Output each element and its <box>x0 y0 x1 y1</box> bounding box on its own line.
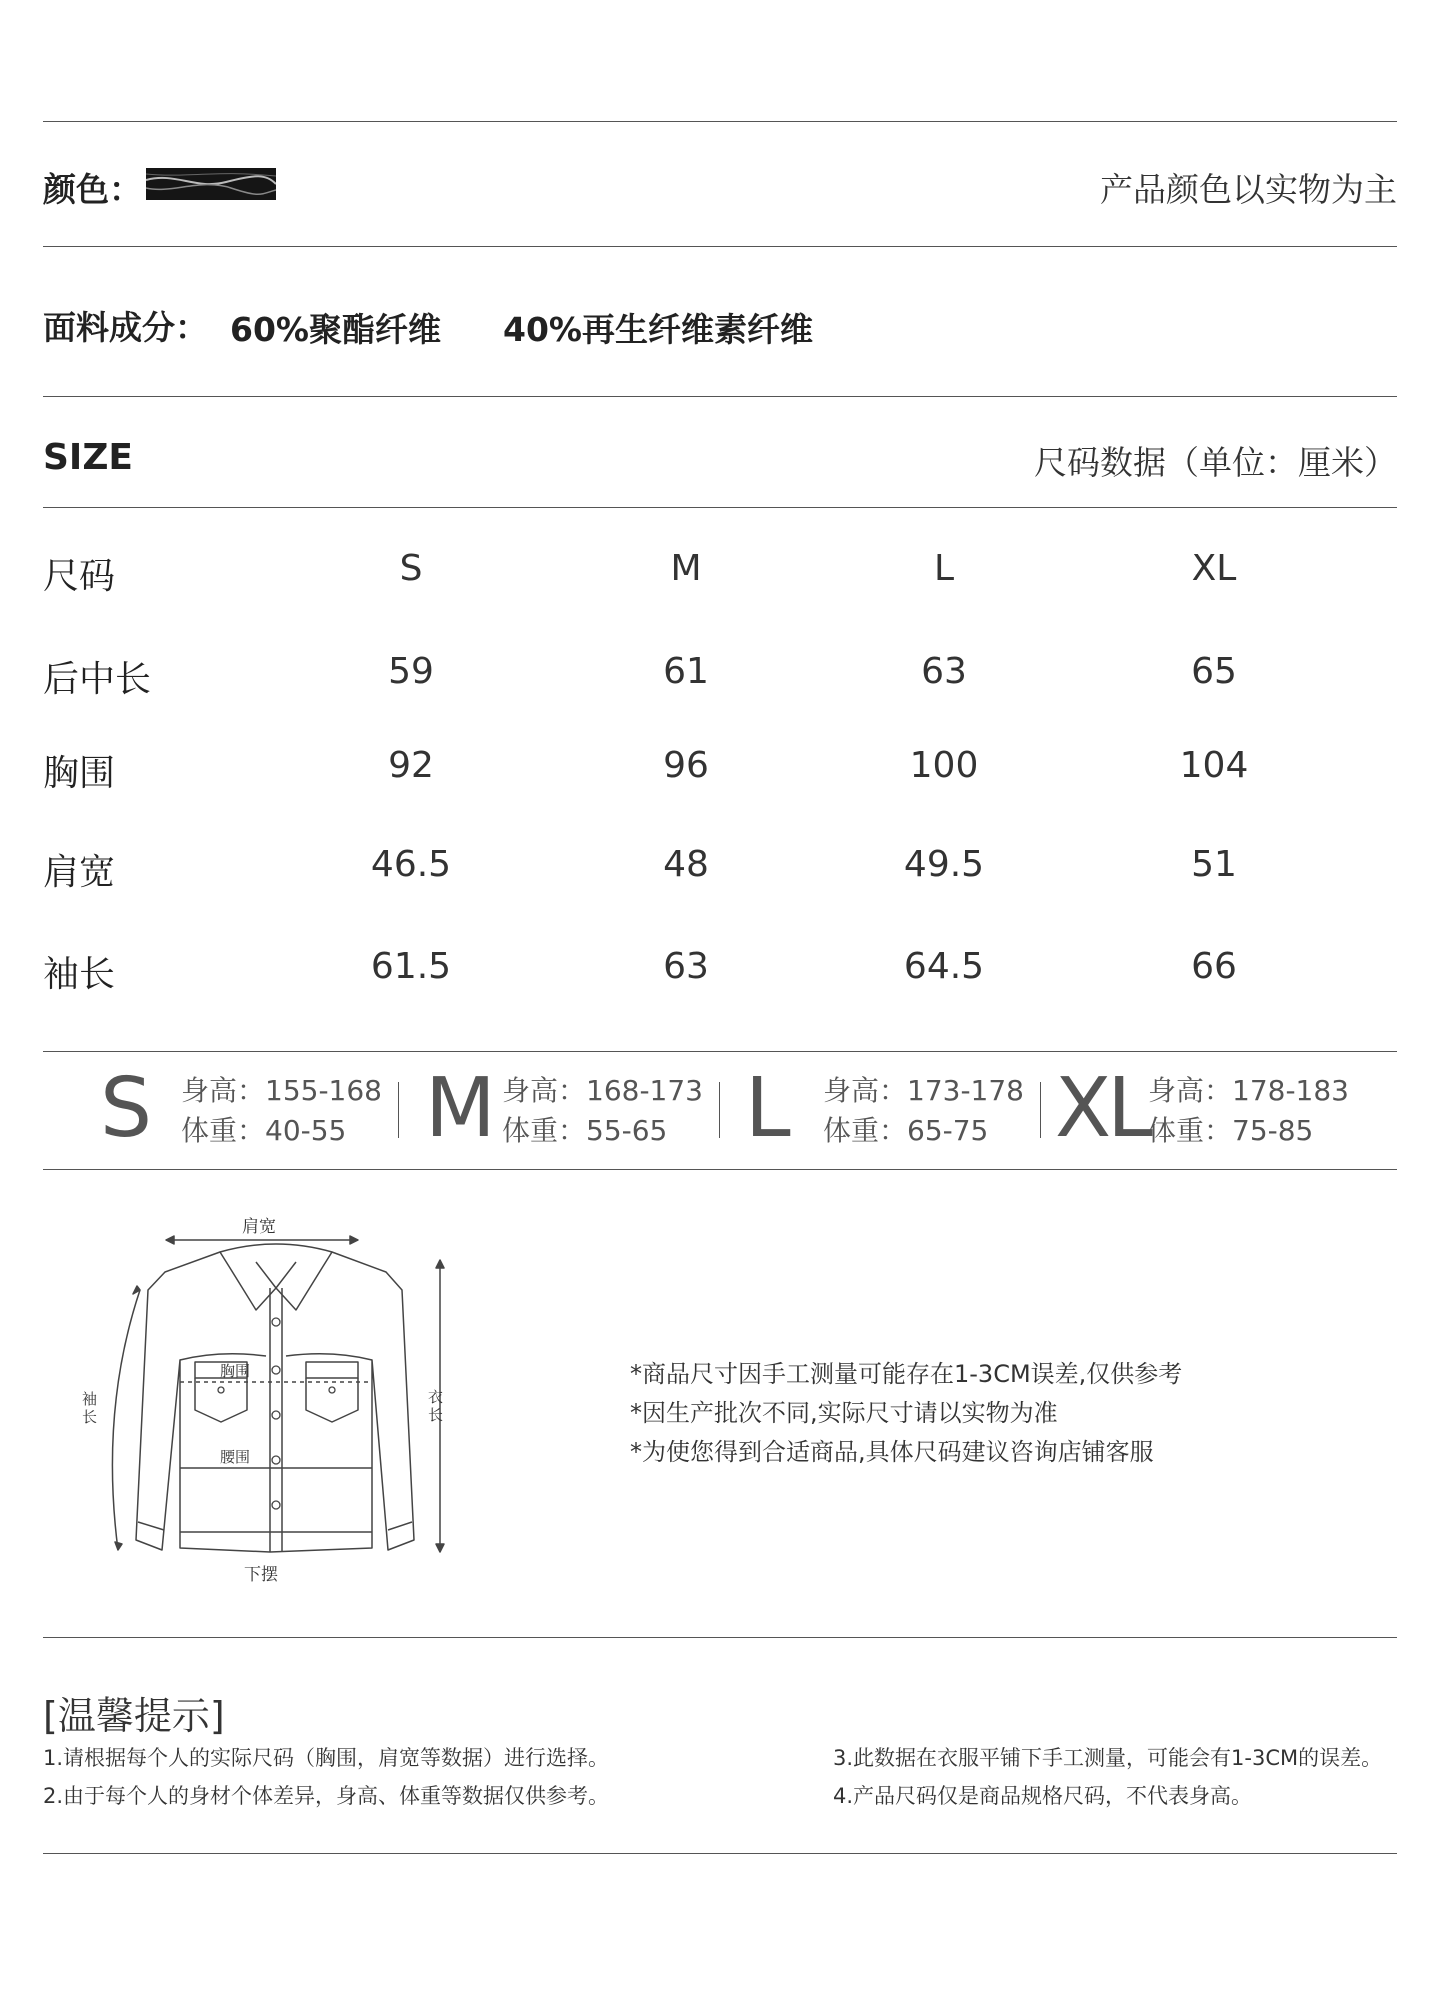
row-label: 袖长 <box>43 954 116 995</box>
divider <box>43 396 1397 397</box>
fabric-component: 60%聚酯纤维 <box>230 310 441 349</box>
recommend-weight: 体重：55-65 <box>502 1114 668 1147</box>
table-cell: 64.5 <box>903 946 985 987</box>
note-line: *为使您得到合适商品,具体尺码建议咨询店铺客服 <box>630 1438 1154 1466</box>
note-line: *商品尺寸因手工测量可能存在1-3CM误差,仅供参考 <box>630 1360 1183 1388</box>
jacket-outline <box>70 1210 470 1600</box>
table-cell: 92 <box>388 745 434 786</box>
table-cell: 51 <box>1191 844 1237 885</box>
fabric-label: 面料成分： <box>43 308 208 347</box>
recommend-size-letter: L <box>745 1061 791 1156</box>
table-cell: 96 <box>663 745 709 786</box>
recommend-height: 身高：168-173 <box>502 1074 703 1107</box>
row-label: 胸围 <box>43 753 116 794</box>
size-header: S <box>399 548 423 589</box>
table-cell: 63 <box>921 651 967 692</box>
row-label: 后中长 <box>43 659 152 700</box>
divider <box>43 121 1397 122</box>
tips-title: [温馨提示] <box>43 1694 225 1738</box>
divider <box>43 1853 1397 1854</box>
table-cell: 63 <box>663 946 709 987</box>
table-cell: 46.5 <box>370 844 452 885</box>
row-label: 肩宽 <box>43 852 116 893</box>
tip-item: 3.此数据在衣服平铺下手工测量，可能会有1-3CM的误差。 <box>833 1746 1383 1770</box>
recommend-weight: 体重：75-85 <box>1148 1114 1314 1147</box>
recommend-size-letter: S <box>100 1061 153 1156</box>
separator <box>1040 1082 1041 1138</box>
size-title: SIZE <box>43 437 134 478</box>
sleeve-label: 袖 <box>82 1390 98 1408</box>
length-label: 长 <box>428 1406 444 1424</box>
divider <box>43 507 1397 508</box>
hem-label: 下摆 <box>244 1565 278 1585</box>
recommend-height: 身高：173-178 <box>823 1074 1024 1107</box>
shoulder-label: 肩宽 <box>242 1217 276 1237</box>
table-cell: 48 <box>663 844 709 885</box>
divider <box>43 246 1397 247</box>
size-header: M <box>670 548 702 589</box>
recommend-size-letter: M <box>425 1061 496 1156</box>
table-cell: 65 <box>1191 651 1237 692</box>
table-cell: 100 <box>909 745 979 786</box>
row-label: 尺码 <box>43 556 116 597</box>
table-cell: 61.5 <box>370 946 452 987</box>
tip-item: 1.请根据每个人的实际尺码（胸围，肩宽等数据）进行选择。 <box>43 1746 610 1770</box>
size-unit-note: 尺码数据（单位：厘米） <box>1034 443 1397 482</box>
tip-item: 4.产品尺码仅是商品规格尺码，不代表身高。 <box>833 1784 1253 1808</box>
chest-label: 胸围 <box>220 1362 251 1380</box>
recommend-height: 身高：178-183 <box>1148 1074 1349 1107</box>
color-note: 产品颜色以实物为主 <box>1100 170 1397 209</box>
table-cell: 61 <box>663 651 709 692</box>
recommend-size-letter: XL <box>1055 1061 1149 1156</box>
note-line: *因生产批次不同,实际尺寸请以实物为准 <box>630 1399 1058 1427</box>
recommend-weight: 体重：40-55 <box>181 1114 347 1147</box>
separator <box>398 1082 399 1138</box>
measurement-notes <box>630 1355 1182 1472</box>
jacket-measurement-diagram <box>70 1210 470 1600</box>
length-label: 衣 <box>428 1388 444 1406</box>
color-label: 颜色： <box>43 170 142 209</box>
divider <box>43 1637 1397 1638</box>
recommend-weight: 体重：65-75 <box>823 1114 989 1147</box>
size-header: XL <box>1191 548 1237 589</box>
divider <box>43 1051 1397 1052</box>
size-header: L <box>933 548 955 589</box>
tip-item: 2.由于每个人的身材个体差异，身高、体重等数据仅供参考。 <box>43 1784 610 1808</box>
recommend-height: 身高：155-168 <box>181 1074 382 1107</box>
table-cell: 66 <box>1191 946 1237 987</box>
waist-label: 腰围 <box>220 1448 251 1466</box>
separator <box>719 1082 720 1138</box>
table-cell: 49.5 <box>903 844 985 885</box>
divider <box>43 1169 1397 1170</box>
table-cell: 104 <box>1179 745 1249 786</box>
table-cell: 59 <box>388 651 434 692</box>
sleeve-label: 长 <box>82 1408 98 1426</box>
fabric-component: 40%再生纤维素纤维 <box>503 310 813 349</box>
color-swatch <box>146 168 276 200</box>
